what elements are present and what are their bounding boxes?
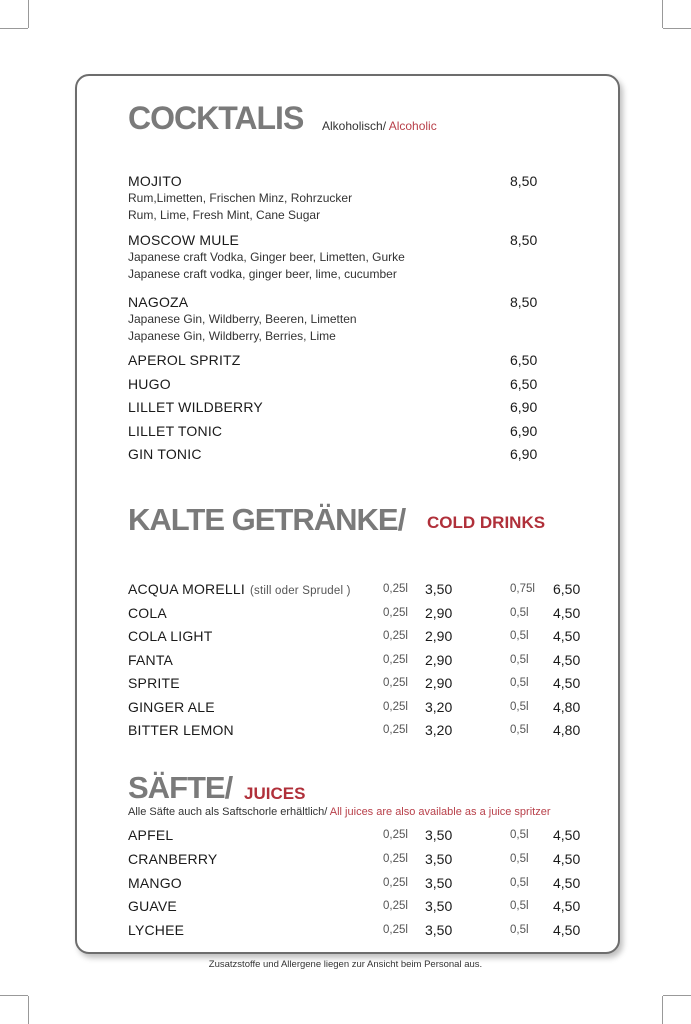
cocktail-name: MOSCOW MULE	[128, 232, 240, 248]
cocktail-name: MOJITO	[128, 173, 182, 189]
drink-volume-small: 0,25l	[383, 724, 408, 736]
drink-name: COLA LIGHT	[128, 628, 213, 644]
drink-volume-large: 0,5l	[510, 630, 529, 642]
juices-title	[128, 770, 232, 806]
juice-volume-small: 0,25l	[383, 900, 408, 912]
juice-name: APFEL	[128, 827, 174, 843]
juice-price-large: 4,50	[553, 875, 581, 891]
cold-drinks-title-de: KALTE GETRÄNKE/	[128, 502, 406, 537]
drink-price-large: 4,80	[553, 699, 581, 715]
drink-price-large: 4,80	[553, 722, 581, 738]
cocktail-desc-de: Japanese Gin, Wildberry, Beeren, Limetten	[128, 312, 357, 326]
juice-name: CRANBERRY	[128, 851, 218, 867]
juice-volume-large: 0,5l	[510, 900, 529, 912]
cocktail-price: 8,50	[510, 294, 538, 310]
juice-volume-small: 0,25l	[383, 829, 408, 841]
crop-mark	[28, 996, 29, 1024]
drink-name: COLA	[128, 605, 167, 621]
drink-volume-small: 0,25l	[383, 701, 408, 713]
cocktail-name: NAGOZA	[128, 294, 189, 310]
drink-volume-large: 0,5l	[510, 724, 529, 736]
cocktail-name: LILLET WILDBERRY	[128, 399, 263, 415]
juice-price-large: 4,50	[553, 922, 581, 938]
crop-mark	[662, 996, 663, 1024]
cocktail-price: 6,90	[510, 446, 538, 462]
cocktail-price: 6,50	[510, 376, 538, 392]
juice-volume-large: 0,5l	[510, 877, 529, 889]
cocktail-desc-de: Japanese craft Vodka, Ginger beer, Limetten, Gurke	[128, 250, 405, 264]
drink-volume-small: 0,25l	[383, 583, 408, 595]
crop-mark	[0, 995, 28, 996]
cocktail-name: LILLET TONIC	[128, 423, 223, 439]
cold-drinks-title	[128, 502, 405, 538]
cocktail-price: 6,50	[510, 352, 538, 368]
juice-volume-large: 0,5l	[510, 924, 529, 936]
drink-price-small: 3,50	[425, 581, 453, 597]
drink-volume-small: 0,25l	[383, 654, 408, 666]
cocktail-price: 8,50	[510, 173, 538, 189]
juice-volume-large: 0,5l	[510, 853, 529, 865]
drink-name: SPRITE	[128, 675, 180, 691]
juice-price-large: 4,50	[553, 898, 581, 914]
juice-volume-small: 0,25l	[383, 853, 408, 865]
drink-price-large: 4,50	[553, 605, 581, 621]
juice-volume-small: 0,25l	[383, 924, 408, 936]
drink-price-large: 4,50	[553, 675, 581, 691]
juices-note	[128, 806, 551, 818]
crop-mark	[662, 0, 663, 28]
drink-volume-small: 0,25l	[383, 677, 408, 689]
cocktail-desc-en: Japanese Gin, Wildberry, Berries, Lime	[128, 329, 336, 343]
drink-price-large: 4,50	[553, 652, 581, 668]
drink-price-small: 2,90	[425, 652, 453, 668]
drink-price-small: 3,20	[425, 722, 453, 738]
juice-volume-large: 0,5l	[510, 829, 529, 841]
subtitle-en: Alcoholic	[386, 119, 437, 133]
drink-name: BITTER LEMON	[128, 722, 234, 738]
juice-price-small: 3,50	[425, 827, 453, 843]
juices-note-en: All juices are also available as a juice spritzer	[327, 806, 551, 818]
drink-note: (still oder Sprudel )	[249, 585, 351, 597]
cocktails-subtitle	[322, 119, 437, 133]
cocktails-title: COCKTALIS	[128, 100, 304, 136]
juice-volume-small: 0,25l	[383, 877, 408, 889]
drink-volume-large: 0,5l	[510, 654, 529, 666]
cocktail-price: 8,50	[510, 232, 538, 248]
crop-mark	[663, 28, 691, 29]
juice-price-small: 3,50	[425, 875, 453, 891]
drink-price-small: 2,90	[425, 605, 453, 621]
drink-name: GINGER ALE	[128, 699, 215, 715]
drink-volume-large: 0,5l	[510, 607, 529, 619]
subtitle-de: Alkoholisch/	[322, 119, 387, 133]
drink-name: ACQUA MORELLI (still oder Sprudel )	[128, 581, 351, 597]
juices-title-en: JUICES	[244, 784, 306, 803]
drink-price-large: 4,50	[553, 628, 581, 644]
allergen-footer: Zusatzstoffe und Allergene liegen zur Ansicht beim Personal aus.	[208, 959, 483, 970]
juice-price-small: 3,50	[425, 922, 453, 938]
drink-price-small: 2,90	[425, 628, 453, 644]
cocktail-desc-de: Rum,Limetten, Frischen Minz, Rohrzucker	[128, 191, 353, 205]
drink-price-large: 6,50	[553, 581, 581, 597]
cocktail-name: HUGO	[128, 376, 171, 392]
drink-price-small: 3,20	[425, 699, 453, 715]
drink-volume-small: 0,25l	[383, 630, 408, 642]
juice-price-large: 4,50	[553, 851, 581, 867]
juice-name: MANGO	[128, 875, 182, 891]
drink-price-small: 2,90	[425, 675, 453, 691]
drink-volume-large: 0,5l	[510, 701, 529, 713]
drink-name: FANTA	[128, 652, 174, 668]
drink-volume-small: 0,25l	[383, 607, 408, 619]
cold-drinks-title-en: COLD DRINKS	[427, 513, 546, 532]
juice-price-small: 3,50	[425, 898, 453, 914]
crop-mark	[663, 995, 691, 996]
juice-price-large: 4,50	[553, 827, 581, 843]
cocktail-price: 6,90	[510, 423, 538, 439]
drink-volume-large: 0,75l	[510, 583, 535, 595]
juices-note-de: Alle Säfte auch als Saftschorle erhältlich/	[128, 806, 328, 818]
drink-volume-large: 0,5l	[510, 677, 529, 689]
juice-price-small: 3,50	[425, 851, 453, 867]
cocktail-desc-en: Rum, Lime, Fresh Mint, Cane Sugar	[128, 208, 321, 222]
cocktail-name: GIN TONIC	[128, 446, 202, 462]
crop-mark	[28, 0, 29, 28]
cocktail-price: 6,90	[510, 399, 538, 415]
juice-name: LYCHEE	[128, 922, 185, 938]
cocktail-desc-en: Japanese craft vodka, ginger beer, lime, cucumber	[128, 267, 397, 281]
crop-mark	[0, 28, 28, 29]
juice-name: GUAVE	[128, 898, 177, 914]
cocktail-name: APEROL SPRITZ	[128, 352, 241, 368]
juices-title-de: SÄFTE/	[128, 770, 233, 805]
